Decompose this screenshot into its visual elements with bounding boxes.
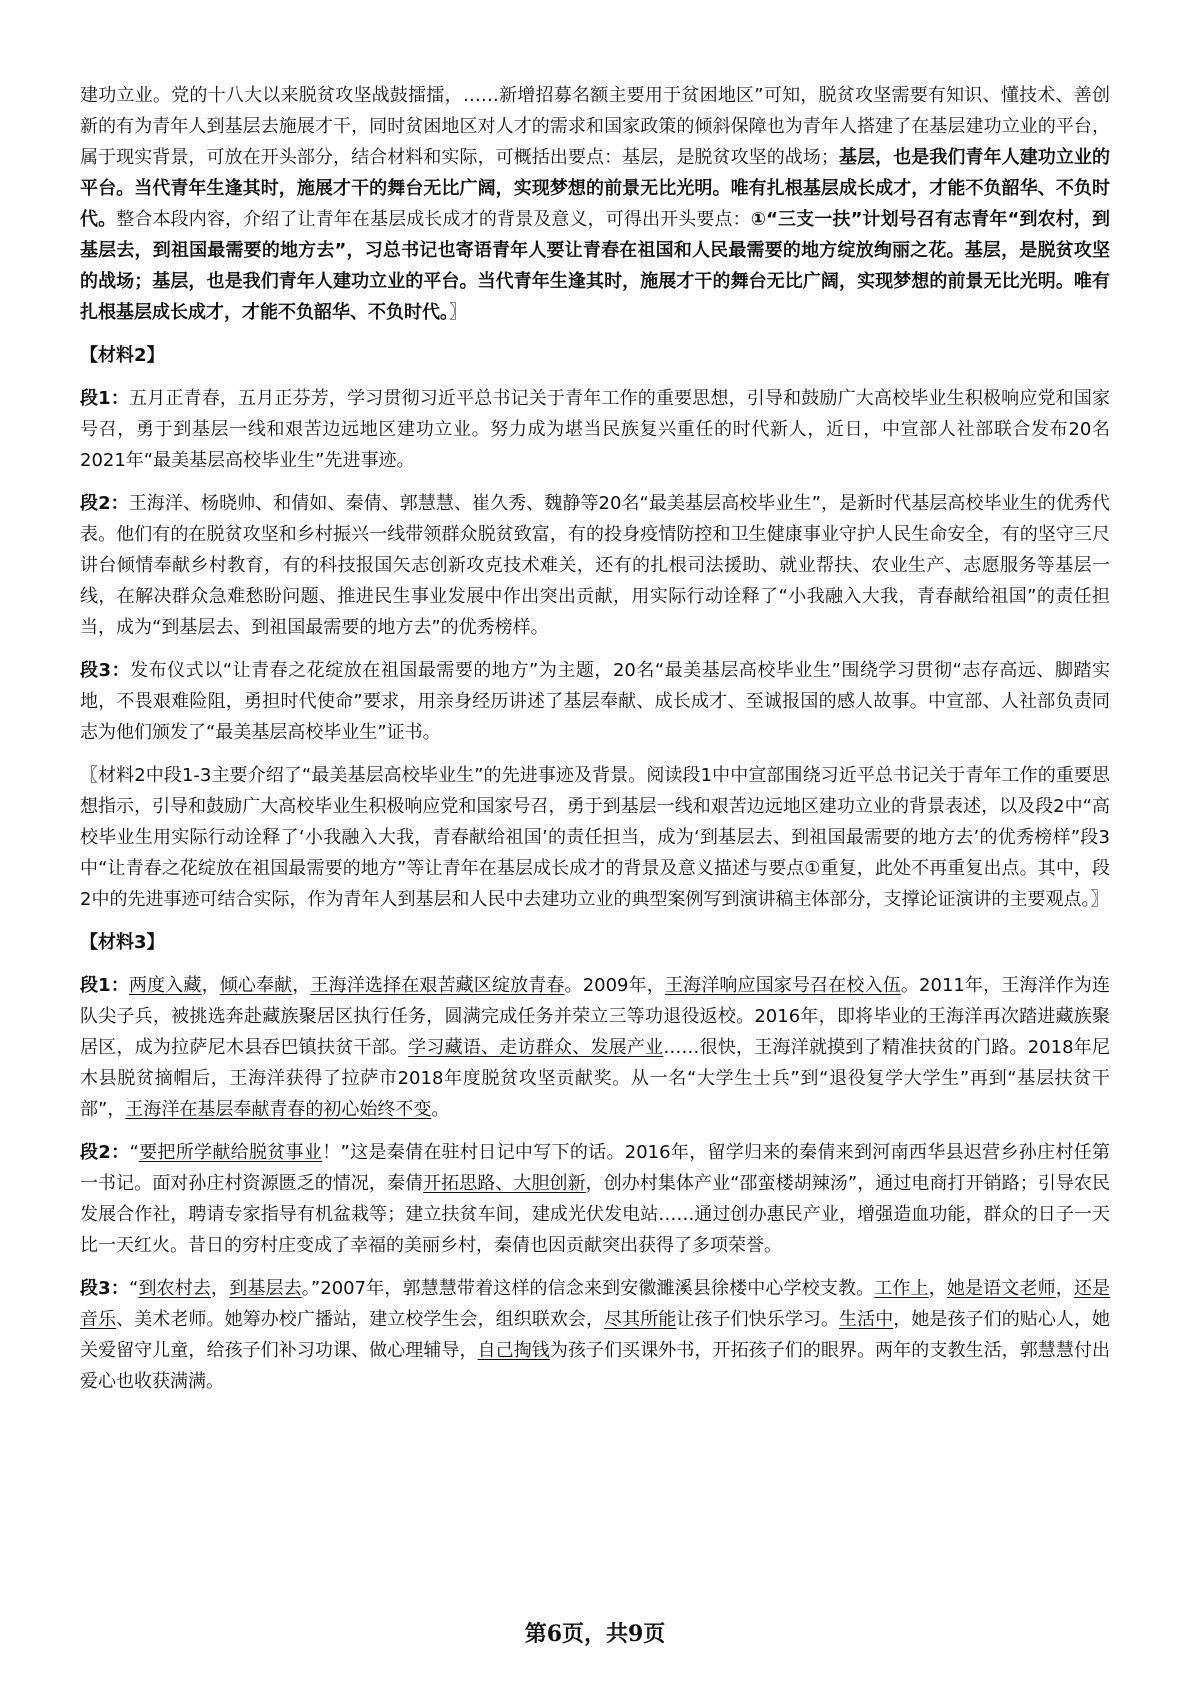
page-number-footer: 第6页，共9页 bbox=[524, 1621, 666, 1647]
material3-heading: 【材料3】 bbox=[80, 932, 165, 953]
underlined-phrase: 学习藏语、走访群众、发展产业 bbox=[408, 1037, 664, 1058]
paragraph-tag: 段3： bbox=[80, 1278, 129, 1299]
document-page bbox=[80, 80, 1110, 1409]
paragraph-text: ， bbox=[201, 975, 220, 996]
underlined-phrase: 还是音乐 bbox=[80, 1278, 1111, 1330]
paragraph-text: ……很快，王海洋就摸到了精准扶贫的门路。2018年尼木县脱贫摘帽后，王海洋获得了拉萨市2018年度脱贫攻坚贡献奖。从一名“大学生士兵”到“退役复学大学生”再到“基层扶贫干部”， bbox=[80, 1037, 1110, 1120]
analysis-bold-text: 基层，也是我们青年人建功立业的平台。当代青年生逢其时，施展才干的舞台无比广阔，实现梦想的前景无比光明。唯有扎根基层成长成才，才能不负韶华、不负时代。 bbox=[80, 147, 1111, 230]
underlined-phrase: 到基层去 bbox=[229, 1278, 302, 1299]
paragraph-text: “ bbox=[128, 1278, 139, 1299]
paragraph-text: ，她是孩子们的贴心人，她关爱留守儿童，给孩子们补习功课、做心理辅导， bbox=[80, 1309, 1111, 1361]
material2-paragraph-3 bbox=[80, 655, 1110, 748]
paragraph-text: ，创办村集体产业“邵蛮楼胡辣汤”，通过电商打开销路；引导农民发展合作社，聘请专家指导有机盆栽等；建立扶贫车间，建成光伏发电站……通过创办惠民产业，增强造血功能，群众的日子一天比一天红火。昔日的穷村庄变成了幸福的美丽乡村，秦倩也因贡献突出获得了多项荣誉。 bbox=[80, 1173, 1111, 1256]
underlined-phrase: 工作上 bbox=[874, 1278, 929, 1299]
paragraph-text: 。 bbox=[431, 1099, 450, 1120]
material2-paragraph-1 bbox=[80, 383, 1110, 476]
underlined-phrase: 倾心奉献 bbox=[219, 975, 293, 996]
paragraph-text: ， bbox=[928, 1278, 947, 1299]
paragraph-text: 王海洋、杨晓帅、和倩如、秦倩、郭慧慧、崔久秀、魏静等20名“最美基层高校毕业生”，是新时代基层高校毕业生的优秀代表。他们有的在脱贫攻坚和乡村振兴一线带领群众脱贫致富，有的投身疫情防控和卫生健康事业守护人民生命安全，有的坚守三尺讲台倾情奉献乡村教育，有的科技报国矢志创新攻克技术难关，还有的扎根司法援助、就业帮扶、农业生产、志愿服务等基层一线，在解决群众急难愁盼问题、推进民生事业发展中作出突出贡献，用实际行动诠释了“小我融入大我，青春献给祖国”的责任担当，成为“到基层去、到祖国最需要的地方去”的优秀榜样。 bbox=[80, 493, 1110, 638]
paragraph-tag: 段2： bbox=[80, 493, 129, 514]
underlined-phrase: 王海洋在基层奉献青春的初心始终不变 bbox=[125, 1099, 432, 1120]
material3-paragraph-2 bbox=[80, 1137, 1110, 1261]
paragraph-text: ！”这是秦倩在驻村日记中写下的话。2016年，留学归来的秦倩来到河南西华县迟营乡孙庄村任第一书记。面对孙庄村资源匮乏的情况，秦倩 bbox=[80, 1142, 1110, 1194]
material2-analysis: 〖材料2中段1-3主要介绍了“最美基层高校毕业生”的先进事迹及背景。阅读段1中中宣部围绕习近平总书记关于青年工作的重要思想指示，引导和鼓励广大高校毕业生积极响应党和国家号召，勇于到基层一线和艰苦边远地区建功立业的背景表述，以及段2中“高校毕业生用实际行动诠释了‘小我融入大我，青春献给祖国’的责任担当，成为‘到基层去、到祖国最需要的地方去’的优秀榜样”段3中“让青春之花绽放在祖国最需要的地方”等让青年在基层成长成才的背景及意义描述与要点①重复，此处不再重复出点。其中，段2中的先进事迹可结合实际，作为青年人到基层和人民中去建功立业的典型案例写到演讲稿主体部分，支撑论证演讲的主要观点。〗 bbox=[80, 765, 1110, 910]
underlined-phrase: 两度入藏 bbox=[128, 975, 202, 996]
paragraph-text: 。2011年，王海洋作为连队尖子兵，被挑选奔赴藏族聚居区执行任务，圆满完成任务并荣立三等功退役返校。2016年，即将毕业的王海洋再次踏进藏族聚居区，成为拉萨尼木县吞巴镇扶贫干部。 bbox=[80, 975, 1111, 1058]
paragraph-text: “ bbox=[129, 1142, 139, 1163]
paragraph-tag: 段1： bbox=[80, 975, 129, 996]
analysis-close-bracket: 〗 bbox=[449, 302, 467, 323]
paragraph-tag: 段2： bbox=[80, 1142, 130, 1163]
paragraph-text: 为孩子们买课外书，开拓孩子们的眼界。两年的支教生活，郭慧慧付出爱心也收获满满。 bbox=[80, 1340, 1111, 1392]
underlined-phrase: 她是语文老师 bbox=[946, 1278, 1056, 1299]
underlined-phrase: 到农村去 bbox=[138, 1278, 212, 1299]
underlined-phrase: 尽其所能 bbox=[604, 1309, 677, 1330]
material3-paragraph-1 bbox=[80, 970, 1110, 1125]
key-point-1: ①“三支一扶”计划号召有志青年“到农村，到基层去，到祖国最需要的地方去”，习总书记也寄语青年人要让青春在祖国和人民最需要的地方绽放绚丽之花。基层，是脱贫攻坚的战场；基层，也是我们青年人建功立业的平台。当代青年生逢其时，施展才干的舞台无比广阔，实现梦想的前景无比光明。唯有扎根基层成长成才，才能不负韶华、不负时代。 bbox=[80, 209, 1111, 323]
underlined-phrase: 要把所学献给脱贫事业 bbox=[138, 1142, 323, 1163]
underlined-phrase: 自己掏钱 bbox=[477, 1340, 550, 1361]
paragraph-text: 五月正青春，五月正芬芳，学习贯彻习近平总书记关于青年工作的重要思想，引导和鼓励广大高校毕业生积极响应党和国家号召，勇于到基层一线和艰苦边远地区建功立业。努力成为堪当民族复兴重任的时代新人，近日，中宣部人社部联合发布20名2021年“最美基层高校毕业生”先进事迹。 bbox=[80, 388, 1111, 471]
paragraph-text: 、美术老师。她筹办校广播站，建立校学生会，组织联欢会， bbox=[116, 1309, 605, 1330]
underlined-phrase: 开拓思路、大胆创新 bbox=[423, 1173, 586, 1194]
underlined-phrase: 王海洋选择在艰苦藏区绽放青春 bbox=[310, 975, 565, 996]
material3-paragraph-3 bbox=[80, 1273, 1110, 1397]
analysis-text: 建功立业。党的十八大以来脱贫攻坚战鼓擂擂，……新增招募名额主要用于贫困地区”可知，脱贫攻坚需要有知识、懂技术、善创新的有为青年人到基层去施展才干，同时贫困地区对人才的需求和国家政策的倾斜保障也为青年人搭建了在基层建功立业的平台，属于现实背景，可放在开头部分，结合材料和实际，可概括出要点：基层，是脱贫攻坚的战场； bbox=[80, 85, 1110, 168]
paragraph-text: 。”2007年，郭慧慧带着这样的信念来到安徽濉溪县徐楼中心学校支教。 bbox=[301, 1278, 875, 1299]
material2-heading: 【材料2】 bbox=[80, 345, 165, 366]
paragraph-text: 。2009年， bbox=[564, 975, 665, 996]
analysis-text: 整合本段内容，介绍了让青年在基层成长成才的背景及意义，可得出开头要点： bbox=[116, 209, 751, 230]
underlined-phrase: 王海洋响应国家号召在校入伍 bbox=[664, 975, 901, 996]
underlined-phrase: 生活中 bbox=[839, 1309, 894, 1330]
paragraph-tag: 段3： bbox=[80, 660, 131, 681]
paragraph-tag: 段1： bbox=[80, 388, 130, 409]
paragraph-text: ， bbox=[211, 1278, 230, 1299]
material2-paragraph-2 bbox=[80, 488, 1110, 643]
paragraph-text: 发布仪式以“让青春之花绽放在祖国最需要的地方”为主题，20名“最美基层高校毕业生”围绕学习贯彻“志存高远、脚踏实地，不畏艰难险阻，勇担时代使命”要求，用亲身经历讲述了基层奉献、成长成才、至诚报国的感人故事。中宣部、人社部负责同志为他们颁发了“最美基层高校毕业生”证书。 bbox=[80, 660, 1110, 743]
paragraph-text: ， bbox=[292, 975, 311, 996]
material1-analysis-paragraph bbox=[80, 80, 1110, 328]
paragraph-text: 让孩子们快乐学习。 bbox=[676, 1309, 840, 1330]
paragraph-text: ， bbox=[1055, 1278, 1074, 1299]
